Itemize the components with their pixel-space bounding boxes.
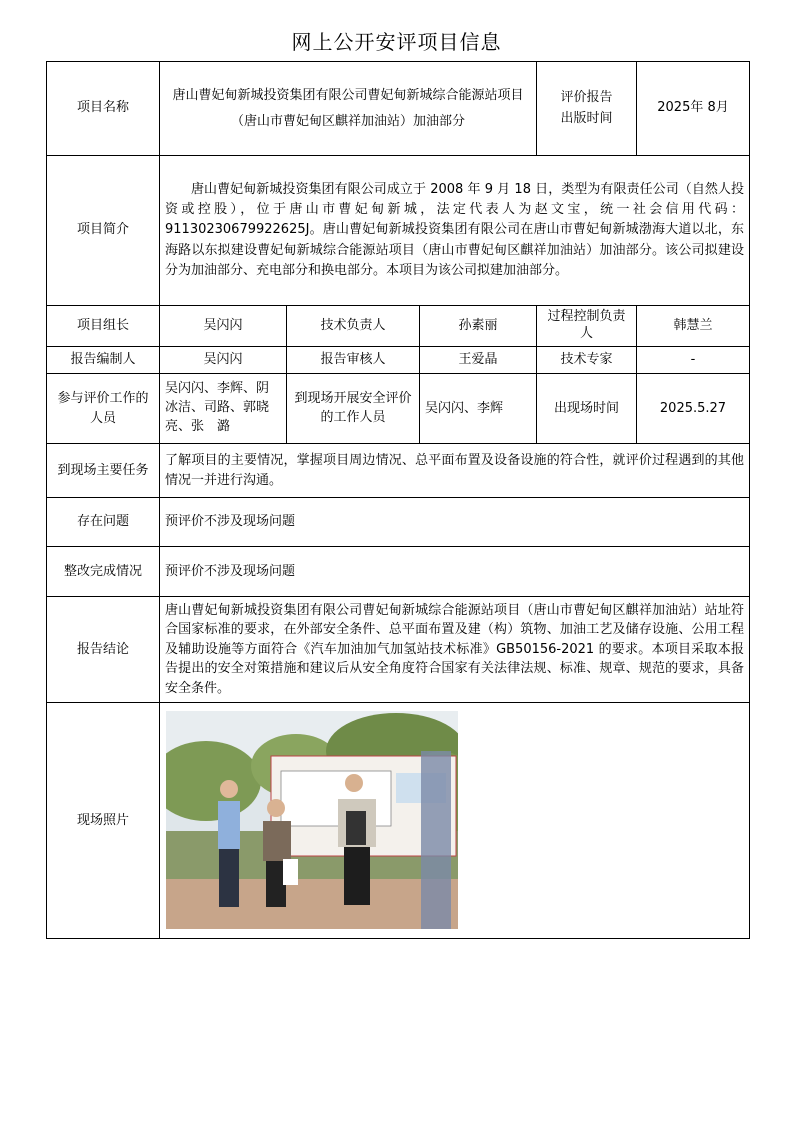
report-author-label: 报告编制人 bbox=[47, 347, 160, 374]
site-photo bbox=[166, 711, 458, 929]
tech-lead-value: 孙素丽 bbox=[420, 306, 537, 347]
onsite-time-label: 出现场时间 bbox=[537, 374, 637, 444]
report-publish-time-value: 2025年 8月 bbox=[637, 62, 750, 156]
conclusion-label: 报告结论 bbox=[47, 597, 160, 703]
report-reviewer-value: 王爱晶 bbox=[420, 347, 537, 374]
report-reviewer-label: 报告审核人 bbox=[287, 347, 420, 374]
rectification-label: 整改完成情况 bbox=[47, 547, 160, 597]
row-project-name bbox=[47, 62, 750, 156]
team-leader-value: 吴闪闪 bbox=[160, 306, 287, 347]
photos-cell bbox=[160, 703, 750, 939]
rectification-value: 预评价不涉及现场问题 bbox=[160, 547, 750, 597]
tech-expert-value: - bbox=[637, 347, 750, 374]
report-publish-time-label: 评价报告 出版时间 bbox=[537, 62, 637, 156]
process-control-label: 过程控制负责人 bbox=[537, 306, 637, 347]
project-intro-value: 唐山曹妃甸新城投资集团有限公司成立于 2008 年 9 月 18 日，类型为有限责任公司（自然人投资或控股），位于唐山市曹妃甸新城，法定代表人为赵文宝，统一社会信用代码：91130230679922625J。唐山曹妃甸新城投资集团有限公司在唐山市曹妃甸新城渤海大道以北，东海路以东拟建设曹妃甸新城综合能源站项目（唐山市曹妃甸区麒祥加油站）加油部分。该公司拟建设分为加油部分、充电部分和换电部分。本项目为该公司拟建加油部分。 bbox=[160, 156, 750, 306]
row-photos bbox=[47, 703, 750, 939]
process-control-value: 韩慧兰 bbox=[637, 306, 750, 347]
row-participants bbox=[47, 374, 750, 444]
project-name-label: 项目名称 bbox=[47, 62, 160, 156]
project-info-table bbox=[46, 61, 750, 939]
onsite-staff-value: 吴闪闪、李辉 bbox=[420, 374, 537, 444]
tech-expert-label: 技术专家 bbox=[537, 347, 637, 374]
conclusion-value: 唐山曹妃甸新城投资集团有限公司曹妃甸新城综合能源站项目（唐山市曹妃甸区麒祥加油站）站址符合国家标准的要求，在外部安全条件、总平面布置及建（构）筑物、加油工艺及储存设施、公用工程及辅助设施等方面符合《汽车加油加气加氢站技术标准》GB50156-2021 的要求。本项目采取本报告提出的安全对策措施和建议后从安全角度符合国家有关法律法规、标准、规章、规范的要求，具备安全条件。 bbox=[160, 597, 750, 703]
photos-label: 现场照片 bbox=[47, 703, 160, 939]
onsite-staff-label: 到现场开展安全评价的工作人员 bbox=[287, 374, 420, 444]
team-leader-label: 项目组长 bbox=[47, 306, 160, 347]
page-title: 网上公开安评项目信息 bbox=[291, 30, 502, 54]
onsite-tasks-label: 到现场主要任务 bbox=[47, 444, 160, 498]
row-project-intro bbox=[47, 156, 750, 306]
participants-value: 吴闪闪、李辉、阴冰洁、司路、郭晓亮、张 潞 bbox=[160, 374, 287, 444]
row-onsite-tasks bbox=[47, 444, 750, 498]
issues-value: 预评价不涉及现场问题 bbox=[160, 498, 750, 547]
onsite-tasks-value: 了解项目的主要情况，掌握项目周边情况、总平面布置及设备设施的符合性，就评价过程遇到的其他情况一并进行沟通。 bbox=[160, 444, 750, 498]
row-report-people bbox=[47, 347, 750, 374]
onsite-time-value: 2025.5.27 bbox=[637, 374, 750, 444]
issues-label: 存在问题 bbox=[47, 498, 160, 547]
row-conclusion bbox=[47, 597, 750, 703]
row-team bbox=[47, 306, 750, 347]
row-issues bbox=[47, 498, 750, 547]
row-rectification bbox=[47, 547, 750, 597]
project-intro-label: 项目简介 bbox=[47, 156, 160, 306]
tech-lead-label: 技术负责人 bbox=[287, 306, 420, 347]
report-author-value: 吴闪闪 bbox=[160, 347, 287, 374]
project-name-value: 唐山曹妃甸新城投资集团有限公司曹妃甸新城综合能源站项目（唐山市曹妃甸区麒祥加油站）加油部分 bbox=[160, 62, 537, 156]
participants-label: 参与评价工作的人员 bbox=[47, 374, 160, 444]
